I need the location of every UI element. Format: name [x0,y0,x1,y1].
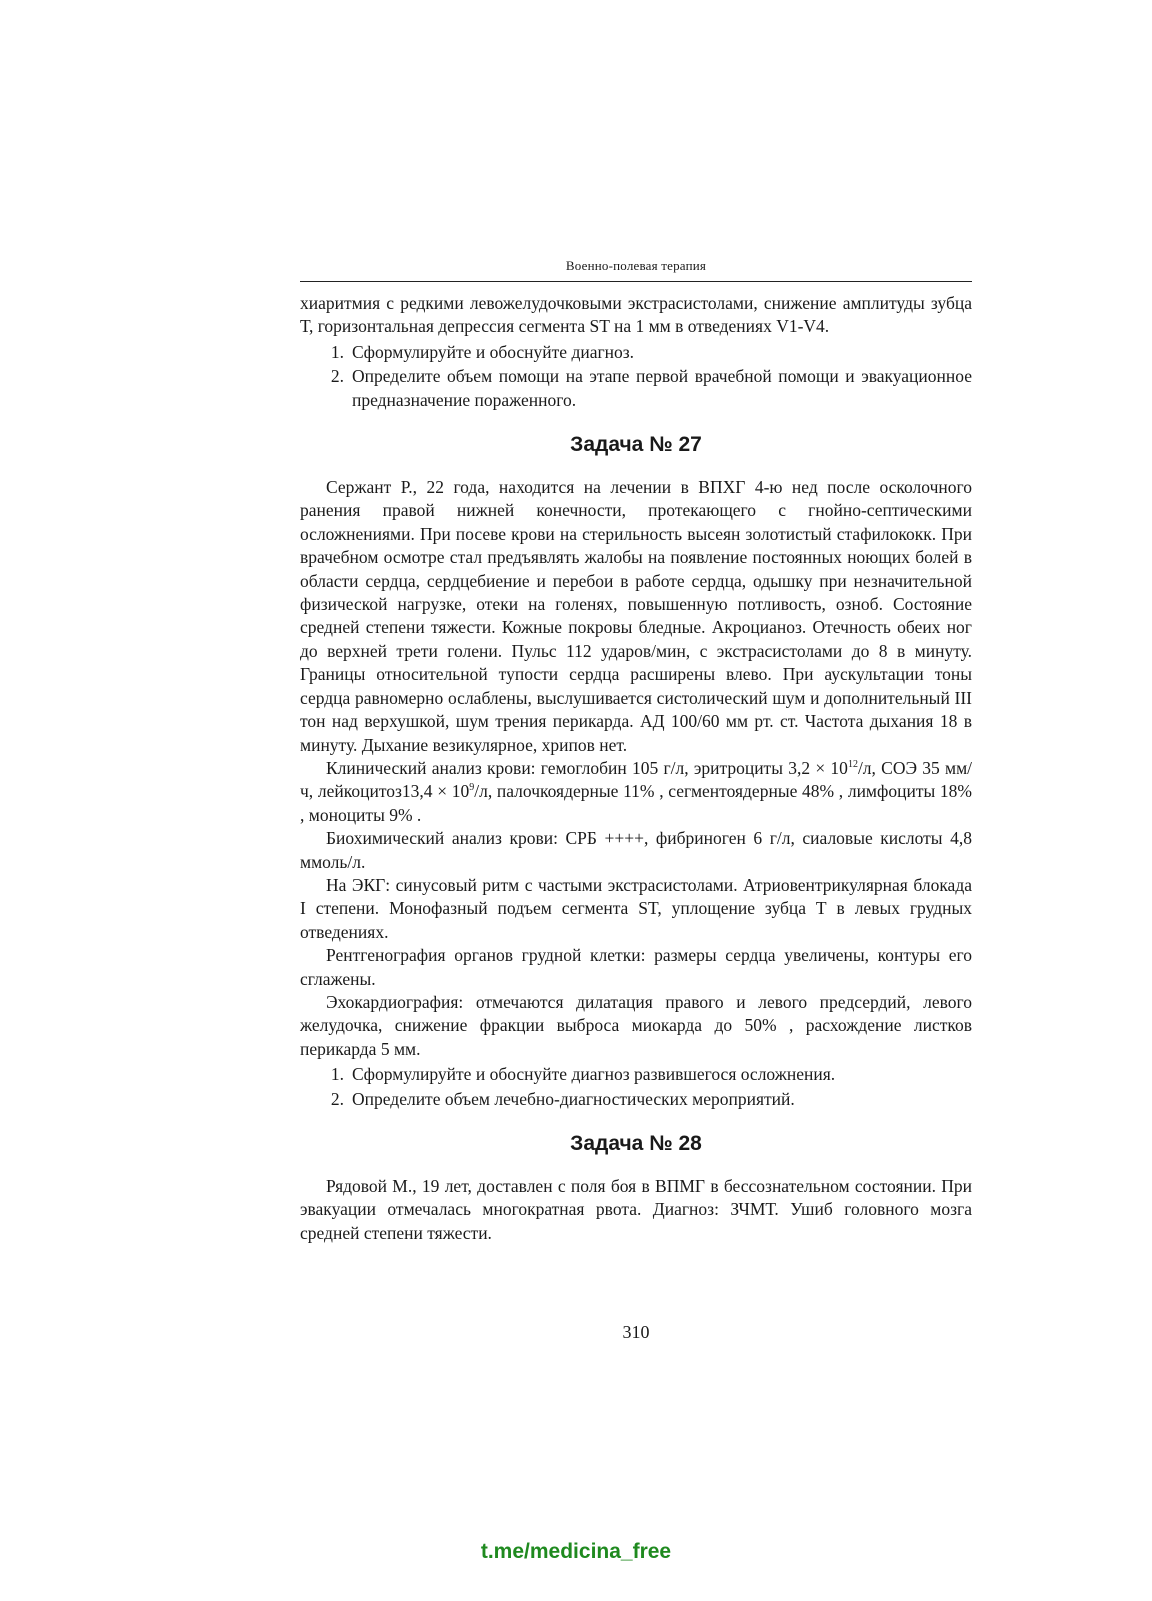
running-title: Военно-полевая терапия [565,258,707,273]
question-item: 2. Определите объем помощи на этапе первой врачебной помощи и эвакуационное предназначение пораженного. [330,366,972,410]
task27-heading: Задача № 27 [570,433,702,457]
watermark-link: t.me/medicina_free [480,1540,672,1563]
page-body [300,292,972,1245]
task27-ecg: На ЭКГ: синусовый ритм с частыми экстрасистолами. Атриовентрикулярная блокада I степени. Монофазный подъем сегмента ST, уплощение зубца Т в левых грудных отведениях. [300,874,972,942]
continuation-text: хиаритмия с редкими левожелудочковыми экстрасистолами, снижение амплитуды зубца Т, горизонтальная депрессия сегмента ST на 1 мм в отведениях V1-V4. [300,293,972,337]
task27-echo: Эхокардиография: отмечаются дилатация правого и левого предсердий, левого желудочка, снижение фракции выброса миокарда до 50% , расхождение листков перикарда 5 мм. [300,991,972,1059]
task27-case: Сержант Р., 22 года, находится на лечении в ВПХГ 4-ю нед после осколочного ранения правой нижней конечности, протекающего с гнойно-септическими осложнениями. При посеве крови на стерильность высеян золотистый стафилококк. При врачебном осмотре стал предъявлять жалобы на появление постоянных ноющих болей в области сердца, сердцебиение и перебои в работе сердца, одышку при незначительной физической нагрузке, отеки на голенях, повышенную потливость, озноб. Состояние средней степени тяжести. Кожные покровы бледные. Акроцианоз. Отечность обеих ног до верхней трети голени. Пульс 112 ударов/мин, с экстрасистолами до 8 в минуту. Границы относительной тупости сердца расширены влево. При аускультации тоны сердца равномерно ослаблены, выслушивается систолический шум и дополнительный III тон над верхушкой, шум трения перикарда. АД 100/60 мм рт. ст. Частота дыхания 18 в минуту. Дыхание везикулярное, хрипов нет. [300,477,972,755]
task26-questions [300,341,972,412]
header-rule [300,281,972,282]
question-item: 1. Сформулируйте и обоснуйте диагноз развившегося осложнения. [330,1064,836,1085]
task27-questions [300,1063,972,1111]
question-item: 1. Сформулируйте и обоснуйте диагноз. [330,341,635,362]
task27-blood-test: Клинический анализ крови: гемоглобин 105 г/л, эритроциты $3,2 \times 10^{12}/л$, СОЭ 35 мм/ч, лейкоцитоз13,4 × $10^9/л$, палочкоядерные 11% , сегментоядерные 48% , лимфоциты 18% , моноциты 9% . [300,757,972,825]
question-item: 2. Определите объем лечебно-диагностических мероприятий. [330,1088,795,1109]
task27-xray: Рентгенография органов грудной клетки: размеры сердца увеличены, контуры его сглажены. [300,945,972,989]
task28-case: Рядовой М., 19 лет, доставлен с поля боя в ВПМГ в бессознательном состоянии. При эвакуации отмечалась многократная рвота. Диагноз: ЗЧМТ. Ушиб головного мозга средней степени тяжести. [300,1176,972,1243]
task28-heading: Задача № 28 [570,1132,702,1155]
task27-biochem: Биохимический анализ крови: СРБ ++++, фибриноген 6 г/л, сиаловые кислоты 4,8 ммоль/л. [300,828,972,872]
page-number: 310 [622,1322,650,1342]
